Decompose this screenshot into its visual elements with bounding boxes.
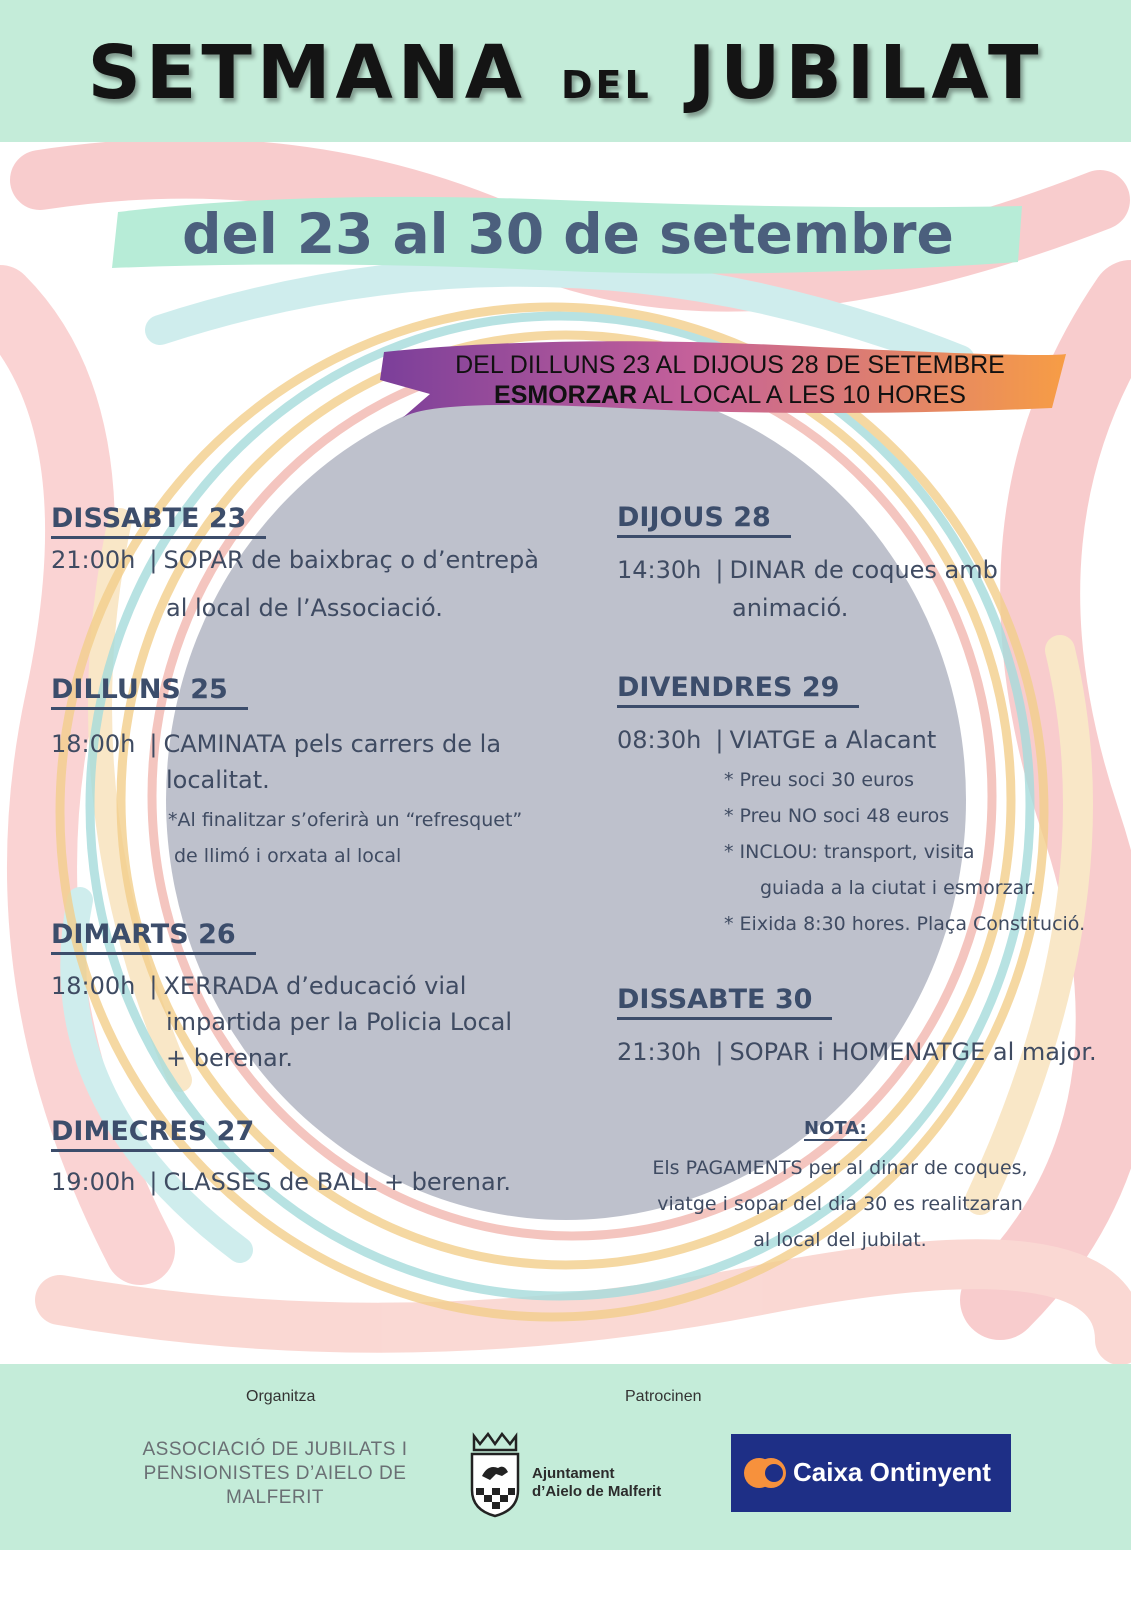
event-note: *Al finalitzar s’oferirà un “refresquet” bbox=[168, 809, 523, 831]
event-continuation: animació. bbox=[732, 594, 849, 622]
date-highlight bbox=[110, 188, 1026, 278]
day-heading: DIMARTS 26 bbox=[51, 918, 256, 955]
event-text: VIATGE a Alacant bbox=[729, 726, 937, 754]
event-time: 19:00h bbox=[51, 1168, 136, 1196]
nota-heading: NOTA: bbox=[804, 1118, 867, 1139]
organizer-line: PENSIONISTES D’AIELO DE bbox=[143, 1463, 407, 1484]
nota-line: al local del jubilat. bbox=[753, 1229, 927, 1251]
organizer-line: MALFERIT bbox=[226, 1487, 324, 1508]
event-continuation: localitat. bbox=[166, 766, 270, 794]
day-heading: DISSABTE 30 bbox=[617, 983, 832, 1020]
event-note: * Preu soci 30 euros bbox=[724, 769, 914, 791]
event-line: 18:00h | CAMINATA pels carrers de la bbox=[51, 726, 501, 762]
breakfast-banner bbox=[400, 350, 1060, 410]
title-word-setmana: SETMANA bbox=[87, 30, 527, 116]
event-text: XERRADA d’educació vial bbox=[163, 972, 467, 1000]
event-time: 18:00h bbox=[51, 972, 136, 1000]
event-continuation: impartida per la Policia Local bbox=[166, 1008, 513, 1036]
caixa-ontinyent-logo bbox=[731, 1434, 1011, 1512]
banner-bold: ESMORZAR bbox=[494, 381, 638, 409]
title-word-del: DEL bbox=[561, 63, 652, 107]
event-line: 19:00h | CLASSES de BALL + berenar. bbox=[51, 1164, 511, 1200]
day-heading: DILLUNS 25 bbox=[51, 673, 248, 710]
day-heading: DISSABTE 23 bbox=[51, 502, 266, 539]
day-heading: DIMECRES 27 bbox=[51, 1115, 274, 1152]
nota-text bbox=[600, 1150, 1080, 1258]
date-range: del 23 al 30 de setembre bbox=[182, 202, 954, 266]
event-note: guiada a la ciutat i esmorzar. bbox=[760, 877, 1037, 899]
town-council-line: d’Aielo de Malferit bbox=[532, 1483, 662, 1500]
banner-rest: AL LOCAL A LES 10 HORES bbox=[637, 381, 966, 409]
event-time: 14:30h bbox=[617, 556, 702, 584]
event-note: de llimó i orxata al local bbox=[174, 845, 402, 867]
event-continuation: al local de l’Associació. bbox=[166, 594, 443, 622]
banner-line-1: DEL DILLUNS 23 AL DIJOUS 28 DE SETEMBRE bbox=[455, 351, 1005, 379]
event-line: 14:30h | DINAR de coques amb bbox=[617, 552, 998, 588]
event-note: * Preu NO soci 48 euros bbox=[724, 805, 950, 827]
event-text: SOPAR i HOMENATGE al major. bbox=[729, 1038, 1097, 1066]
event-text: DINAR de coques amb bbox=[729, 556, 998, 584]
day-heading: DIVENDRES 29 bbox=[617, 671, 859, 708]
event-note: * INCLOU: transport, visita bbox=[724, 841, 975, 863]
organizer-line: ASSOCIACIÓ DE JUBILATS I bbox=[142, 1439, 408, 1460]
poster-title bbox=[0, 30, 1131, 116]
patrocinen-label: Patrocinen bbox=[625, 1388, 702, 1405]
town-council-name bbox=[532, 1465, 661, 1501]
nota-line: Els PAGAMENTS per al dinar de coques, bbox=[652, 1157, 1028, 1179]
event-note: * Eixida 8:30 hores. Plaça Constitució. bbox=[724, 913, 1086, 935]
town-council-line: Ajuntament bbox=[532, 1465, 615, 1482]
event-time: 21:30h bbox=[617, 1038, 702, 1066]
event-line: 18:00h | XERRADA d’educació vial bbox=[51, 968, 466, 1004]
day-heading: DIJOUS 28 bbox=[617, 501, 791, 538]
event-text: SOPAR de baixbraç o d’entrepà bbox=[163, 546, 539, 574]
event-line: 21:00h | SOPAR de baixbraç o d’entrepà bbox=[51, 542, 539, 578]
banner-line-2 bbox=[400, 380, 1060, 410]
sponsor-name: Caixa Ontinyent bbox=[793, 1457, 991, 1487]
nota-line: viatge i sopar del dia 30 es realitzaran bbox=[657, 1193, 1023, 1215]
event-time: 21:00h bbox=[51, 546, 136, 574]
event-time: 18:00h bbox=[51, 730, 136, 758]
event-text: CLASSES de BALL + berenar. bbox=[163, 1168, 511, 1196]
event-text: CAMINATA pels carrers de la bbox=[163, 730, 502, 758]
shield-crest-icon bbox=[466, 1432, 524, 1518]
event-line: 08:30h | VIATGE a Alacant bbox=[617, 722, 936, 758]
organitza-label: Organitza bbox=[246, 1388, 316, 1405]
event-time: 08:30h bbox=[617, 726, 702, 754]
event-continuation: + berenar. bbox=[166, 1044, 294, 1072]
title-word-jubilat: JUBILAT bbox=[687, 30, 1044, 116]
organizer-name bbox=[130, 1438, 420, 1510]
event-line: 21:30h | SOPAR i HOMENATGE al major. bbox=[617, 1034, 1097, 1070]
caixa-logo-icon bbox=[743, 1456, 789, 1490]
